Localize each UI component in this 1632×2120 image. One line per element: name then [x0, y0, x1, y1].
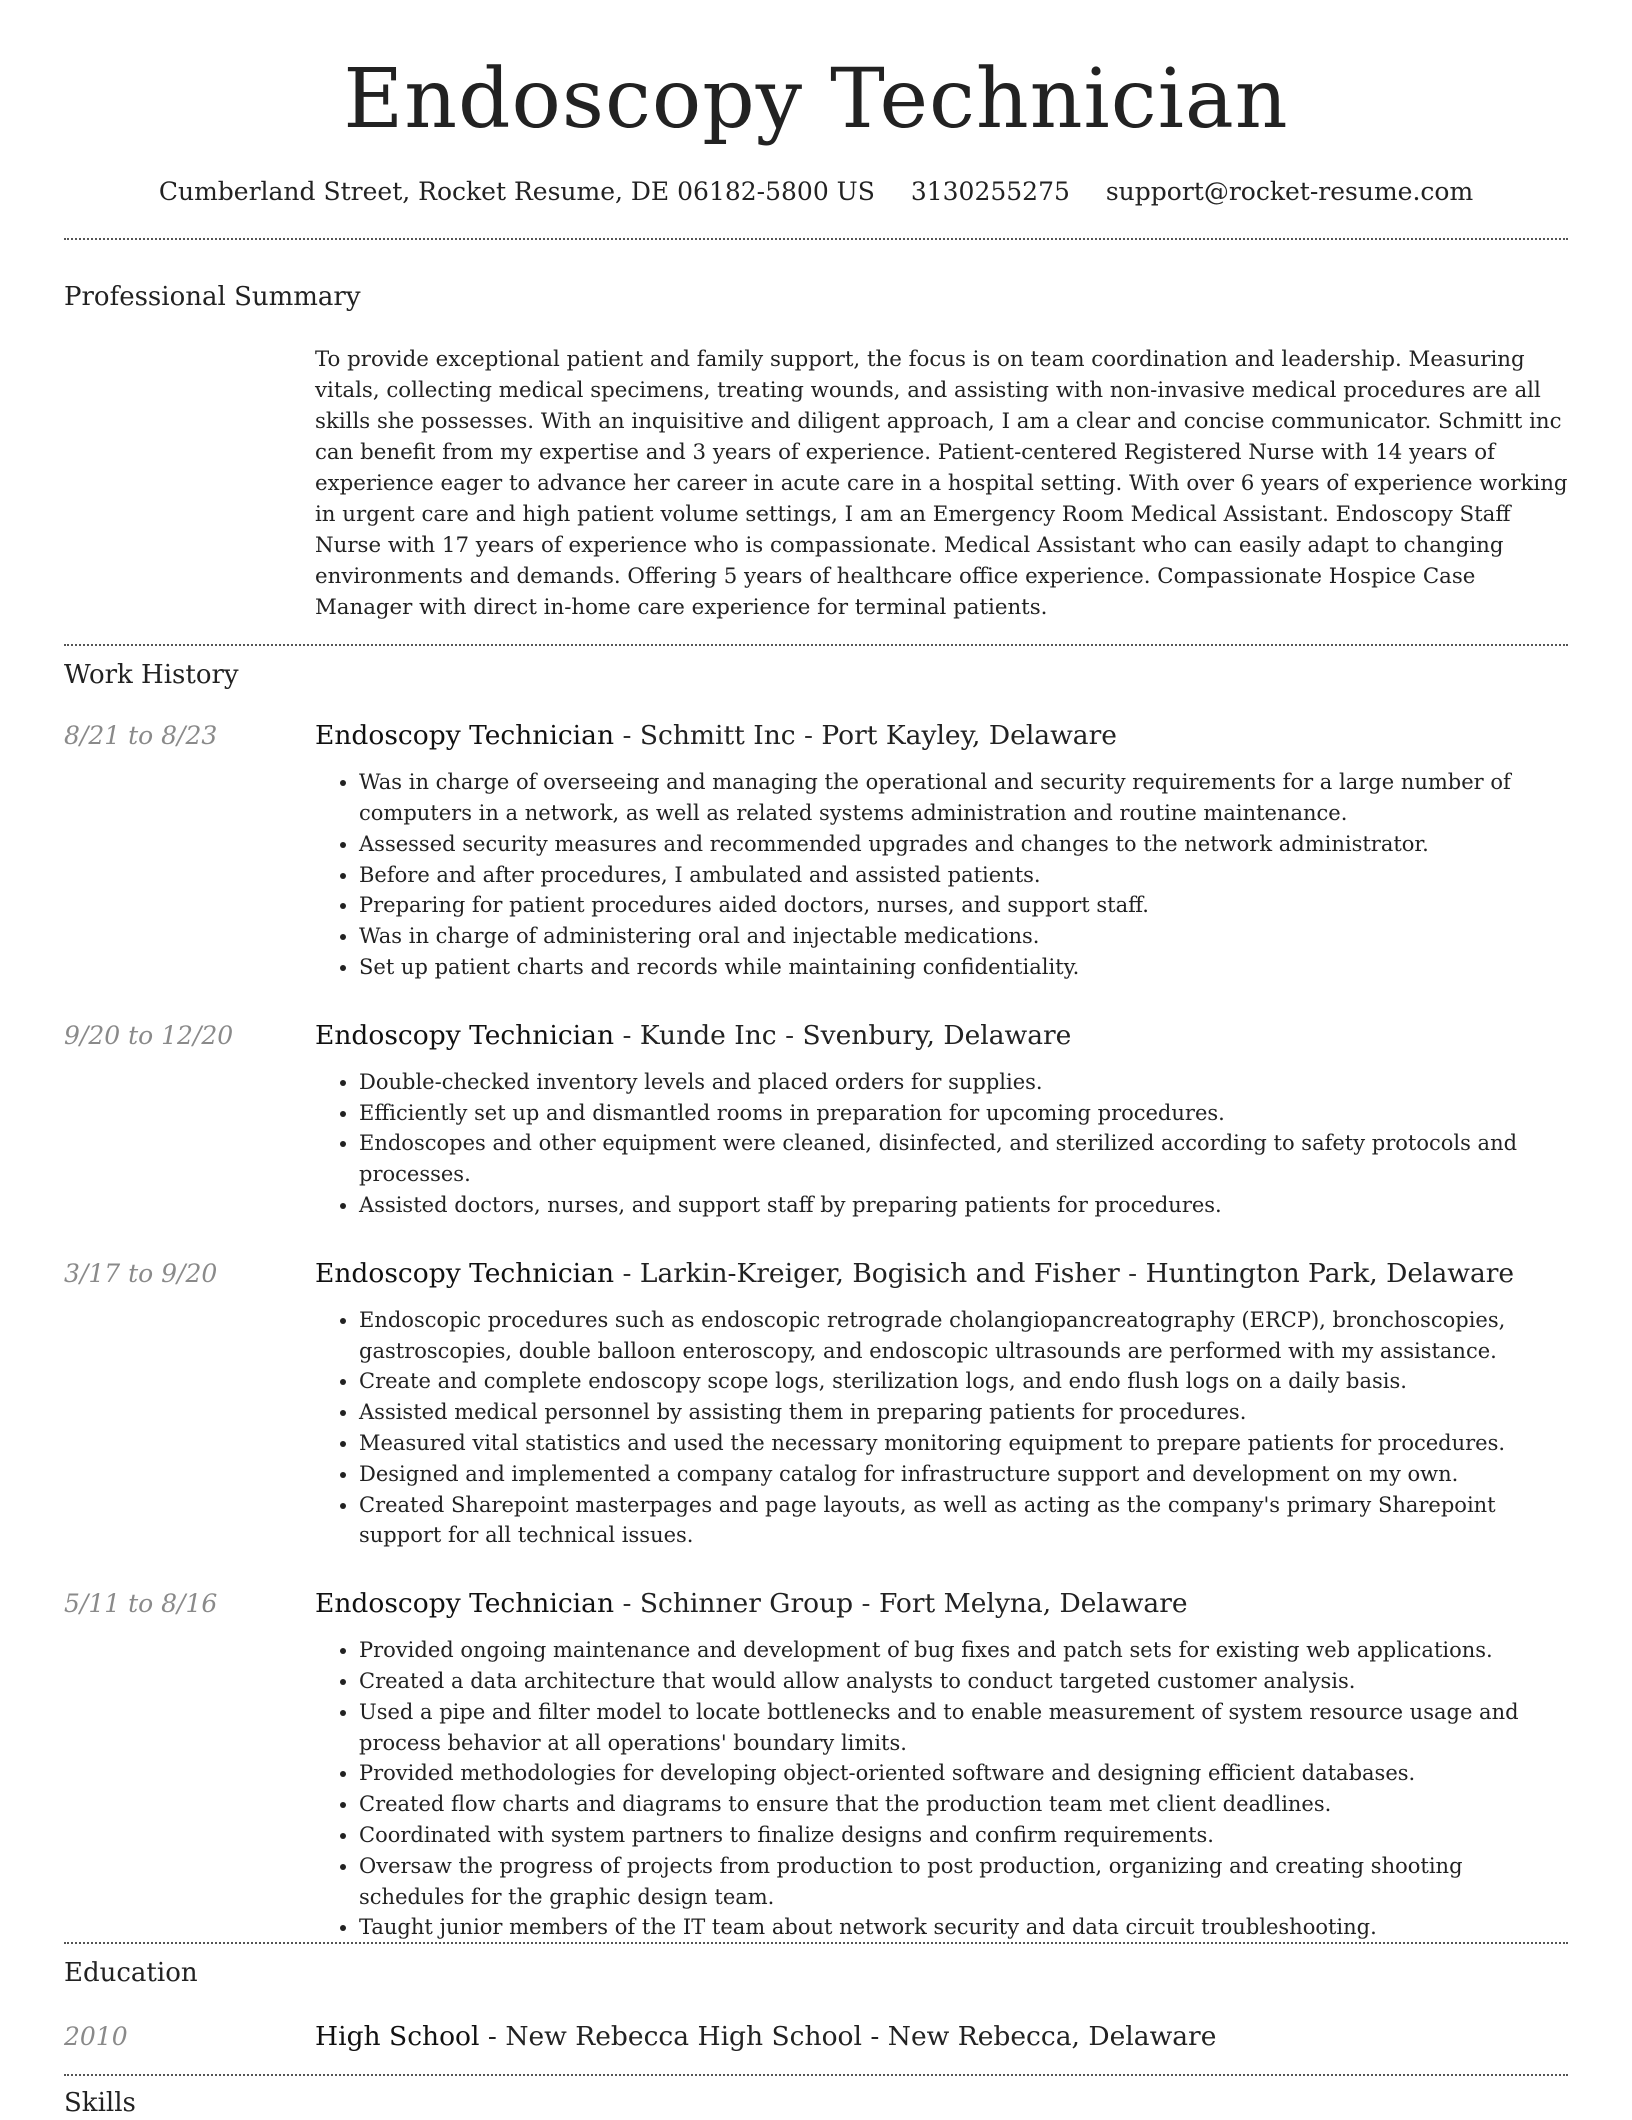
- list-item: • Endoscopes and other equipment were cleaned, disinfected, and sterilized according to safety protocols and processes.: [359, 1128, 1568, 1190]
- list-item: • Before and after procedures, I ambulated and assisted patients.: [359, 860, 1568, 891]
- list-item: • Endoscopic procedures such as endoscopic retrograde cholangiopancreatography (ERCP), bronchoscopies, gastroscopies, double balloon enteroscopy, and endoscopic ultrasounds are performed with my assistance.: [359, 1305, 1568, 1367]
- job-company: Schinner Group: [639, 1588, 854, 1620]
- job-heading: [315, 1257, 1568, 1291]
- list-item: • Created a data architecture that would allow analysts to conduct targeted customer analysis.: [359, 1666, 1568, 1697]
- divider: [64, 238, 1568, 240]
- contact-phone: 3130255275: [910, 177, 1070, 206]
- job-location: Huntington Park, Delaware: [1145, 1257, 1515, 1289]
- work-history-section: [64, 658, 1568, 1940]
- job-bullet-list: [315, 1635, 1568, 1943]
- separator: -: [614, 720, 640, 752]
- separator: -: [776, 1019, 803, 1051]
- contact-email: support@rocket-resume.com: [1105, 177, 1474, 206]
- job-body: [315, 1587, 1568, 1943]
- list-item: • Efficiently set up and dismantled rooms in preparation for upcoming procedures.: [359, 1098, 1568, 1129]
- list-item: • Oversaw the progress of projects from production to post production, organizing and creating shooting schedules for the graphic design team.: [359, 1851, 1568, 1913]
- education-location: New Rebecca, Delaware: [887, 2021, 1217, 2053]
- job-entry: [64, 1587, 1568, 1943]
- summary-heading: Professional Summary: [64, 282, 361, 312]
- job-title: Endoscopy Technician: [315, 720, 615, 752]
- list-item: • Assisted medical personnel by assisting them in preparing patients for procedures.: [359, 1397, 1568, 1428]
- list-item: • Coordinated with system partners to finalize designs and confirm requirements.: [359, 1820, 1568, 1851]
- contact-address: Cumberland Street, Rocket Resume, DE 06182-5800 US: [158, 177, 875, 206]
- job-company: Kunde Inc: [639, 1019, 777, 1051]
- job-company: Larkin-Kreiger, Bogisich and Fisher: [639, 1257, 1120, 1289]
- job-dates: 3/17 to 9/20: [64, 1258, 218, 1288]
- work-history-heading: Work History: [64, 660, 239, 691]
- list-item: • Used a pipe and filter model to locate bottlenecks and to enable measurement of system resource usage and process behavior at all operations' boundary limits.: [359, 1697, 1568, 1759]
- separator: -: [614, 1019, 640, 1051]
- job-title: Endoscopy Technician: [315, 1257, 615, 1289]
- divider: [64, 2074, 1568, 2076]
- list-item: • Designed and implemented a company catalog for infrastructure support and development on my own.: [359, 1459, 1568, 1490]
- job-title: Endoscopy Technician: [315, 1588, 615, 1620]
- separator: -: [1119, 1257, 1146, 1289]
- job-heading: [315, 1019, 1568, 1053]
- resume-header: [64, 0, 1568, 208]
- job-company: Schmitt Inc: [639, 720, 796, 752]
- separator: -: [614, 1588, 640, 1620]
- list-item: • Measured vital statistics and used the necessary monitoring equipment to prepare patients for procedures.: [359, 1428, 1568, 1459]
- job-dates: 5/11 to 8/16: [64, 1589, 218, 1619]
- list-item: • Double-checked inventory levels and placed orders for supplies.: [359, 1067, 1568, 1098]
- education-entry: [64, 2020, 1568, 2054]
- education-year: 2010: [64, 2022, 128, 2052]
- job-bullet-list: [315, 1305, 1568, 1551]
- candidate-name: Endoscopy Technician: [343, 52, 1289, 147]
- job-bullet-list: [315, 767, 1568, 983]
- job-location: Fort Melyna, Delaware: [878, 1588, 1188, 1620]
- job-heading: [315, 1587, 1568, 1621]
- job-dates: 8/21 to 8/23: [64, 721, 218, 751]
- job-entry: [64, 1257, 1568, 1551]
- education-section: [64, 1956, 1568, 2054]
- job-body: [315, 1019, 1568, 1221]
- divider: [64, 644, 1568, 646]
- job-location: Port Kayley, Delaware: [821, 720, 1117, 752]
- education-heading: Education: [64, 1958, 198, 1989]
- job-body: [315, 719, 1568, 983]
- job-heading: [315, 719, 1568, 753]
- skills-heading: Skills: [64, 2088, 136, 2119]
- separator: -: [479, 2021, 506, 2053]
- education-school: New Rebecca High School: [505, 2021, 862, 2053]
- summary-section: [64, 280, 1568, 623]
- list-item: • Was in charge of overseeing and managing the operational and security requirements for a large number of computers in a network, as well as related systems administration and routine maintenance.: [359, 767, 1568, 829]
- list-item: • Provided ongoing maintenance and development of bug fixes and patch sets for existing web applications.: [359, 1635, 1568, 1666]
- job-bullet-list: [315, 1067, 1568, 1221]
- job-title: Endoscopy Technician: [315, 1019, 615, 1051]
- list-item: • Preparing for patient procedures aided doctors, nurses, and support staff.: [359, 890, 1568, 921]
- list-item: • Set up patient charts and records while maintaining confidentiality.: [359, 952, 1568, 983]
- job-dates: 9/20 to 12/20: [64, 1020, 234, 1050]
- job-entry: [64, 719, 1568, 983]
- separator: -: [853, 1588, 879, 1620]
- separator: -: [861, 2021, 888, 2053]
- list-item: • Assessed security measures and recommended upgrades and changes to the network administrator.: [359, 829, 1568, 860]
- list-item: • Created flow charts and diagrams to ensure that the production team met client deadlines.: [359, 1789, 1568, 1820]
- contact-line: [64, 176, 1568, 208]
- list-item: • Provided methodologies for developing object-oriented software and designing efficient databases.: [359, 1758, 1568, 1789]
- separator: -: [795, 720, 822, 752]
- list-item: • Assisted doctors, nurses, and support staff by preparing patients for procedures.: [359, 1190, 1568, 1221]
- job-entry: [64, 1019, 1568, 1221]
- job-body: [315, 1257, 1568, 1551]
- separator: -: [614, 1257, 640, 1289]
- education-degree: High School: [315, 2021, 480, 2053]
- list-item: • Was in charge of administering oral and injectable medications.: [359, 921, 1568, 952]
- summary-text: To provide exceptional patient and family support, the focus is on team coordination and leadership. Measuring vitals, collecting medical specimens, treating wounds, and assisting with non-invasive medical procedures are all skills she possesses. With an inquisitive and diligent approach, I am a clear and concise communicator. Schmitt inc can benefit from my expertise and 3 years of experience. Patient-centered Registered Nurse with 14 years of experience eager to advance her career in acute care in a hospital setting. With over 6 years of experience working in urgent care and high patient volume settings, I am an Emergency Room Medical Assistant. Endoscopy Staff Nurse with 17 years of experience who is compassionate. Medical Assistant who can easily adapt to changing environments and demands. Offering 5 years of healthcare office experience. Compassionate Hospice Case Manager with direct in-home care experience for terminal patients.: [315, 347, 1568, 620]
- job-location: Svenbury, Delaware: [802, 1019, 1072, 1051]
- skills-section: [64, 2086, 1568, 2120]
- list-item: • Create and complete endoscopy scope logs, sterilization logs, and endo flush logs on a daily basis.: [359, 1366, 1568, 1397]
- education-heading-line: [315, 2020, 1216, 2054]
- list-item: • Created Sharepoint masterpages and page layouts, as well as acting as the company's primary Sharepoint support for all technical issues.: [359, 1490, 1568, 1552]
- list-item: • Taught junior members of the IT team about network security and data circuit troubleshooting.: [359, 1912, 1568, 1943]
